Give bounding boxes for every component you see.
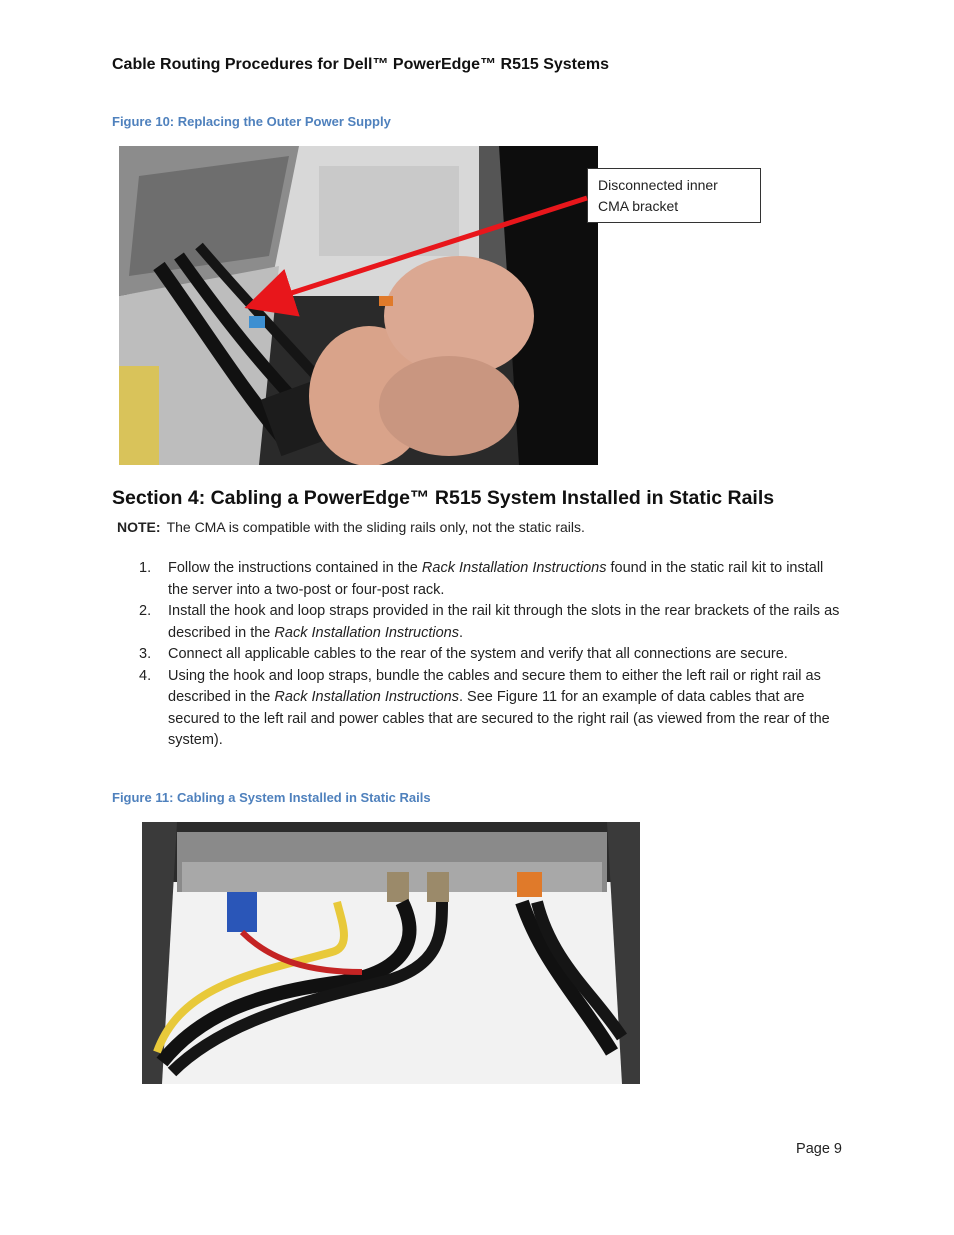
step-text: . See Figure 11 for an example of data cables that are secured to the left rail and power cables that are secured to the right rail (as viewed from the rear of the system).	[168, 689, 830, 748]
step-reference: Rack Installation Instructions	[274, 689, 459, 705]
list-item	[139, 601, 845, 644]
list-item	[139, 666, 845, 752]
step-number: 4.	[139, 667, 152, 684]
step-text: .	[458, 624, 463, 641]
step-text: found in the static rail kit to install the server into a two-post or four-post rack.	[168, 560, 824, 598]
list-item	[139, 558, 845, 601]
step-text: Install the hook and loop straps provided in the rail kit through the slots in the rear brackets of the rails as described in the	[168, 603, 840, 641]
figure-11-caption: Figure 11: Cabling a System Installed in Static Rails	[112, 790, 431, 805]
step-text: Using the hook and loop straps, bundle the cables and secure them to either the left rail or right rail as described in the	[168, 667, 821, 705]
step-text: Connect all applicable cables to the rear of the system and verify that all connections are secure.	[168, 646, 788, 662]
steps-list	[139, 558, 845, 752]
figure-10-caption: Figure 10: Replacing the Outer Power Supply	[112, 114, 391, 129]
figure-11-illustration	[142, 822, 640, 1084]
note-text: The CMA is compatible with the sliding rails only, not the static rails.	[166, 519, 585, 535]
step-reference: Rack Installation Instructions	[274, 624, 459, 641]
list-item	[139, 644, 845, 666]
figure-11-photo	[142, 822, 640, 1084]
step-number: 1.	[139, 560, 152, 576]
running-header: Cable Routing Procedures for Dell™ PowerEdge™ R515 Systems	[112, 56, 610, 73]
step-reference: Rack Installation Instructions	[421, 560, 607, 576]
page-number: Page 9	[796, 1141, 842, 1157]
figure-10-photo	[119, 146, 598, 465]
section-4-title: Section 4: Cabling a PowerEdge™ R515 System Installed in Static Rails	[112, 487, 775, 509]
step-text: Follow the instructions contained in the	[168, 560, 422, 576]
step-number: 2.	[139, 603, 152, 619]
callout-disconnected-bracket: Disconnected inner CMA bracket	[587, 168, 761, 223]
figure-10-illustration	[119, 146, 598, 465]
note-label: NOTE:	[117, 519, 161, 535]
note	[117, 519, 585, 535]
step-number: 3.	[139, 646, 152, 662]
